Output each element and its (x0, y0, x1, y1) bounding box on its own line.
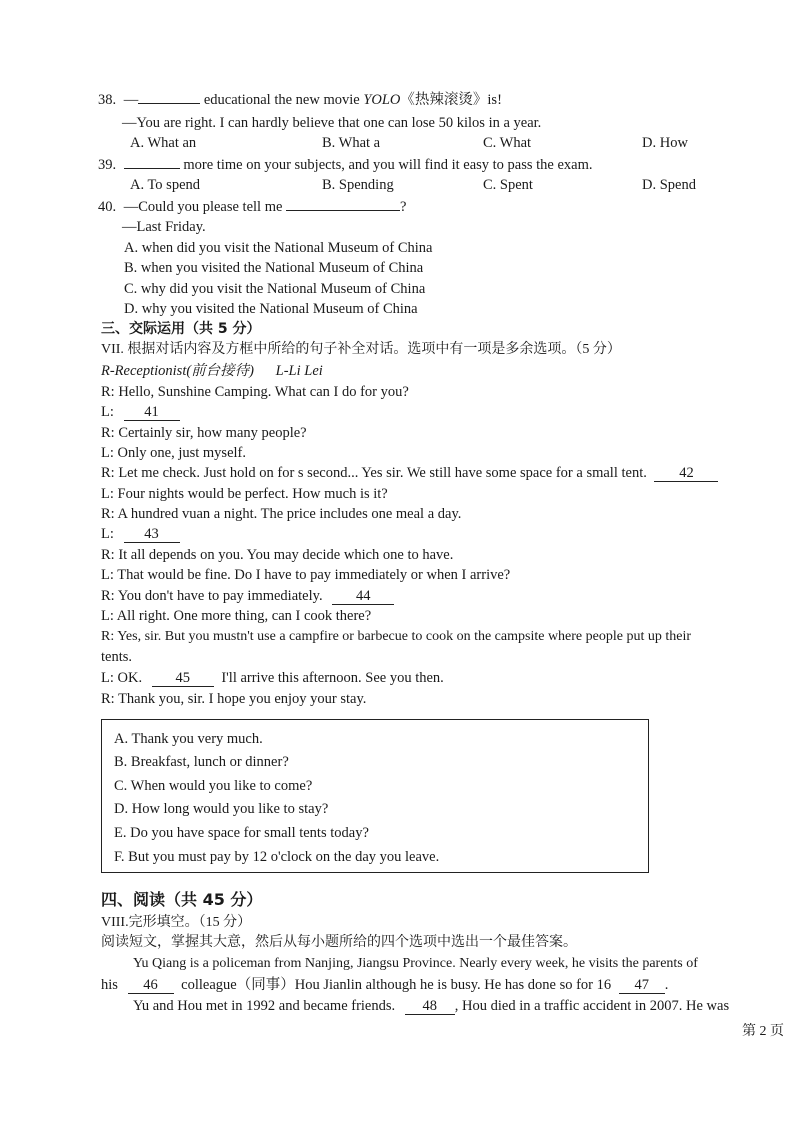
q39-line: 39. more time on your subjects, and you will find it easy to pass the exam. (98, 157, 593, 173)
answer-blank[interactable] (286, 210, 400, 211)
answer-blank[interactable] (124, 168, 180, 169)
page-number: 第 2 页 (742, 1024, 784, 1039)
answer-blank-46[interactable]: 46 (128, 977, 174, 994)
option-a[interactable]: A. What an (130, 135, 197, 151)
roles-line: R-Receptionist(前台接待) L-Li Lei (101, 363, 323, 379)
dialogue-line: R: It all depends on you. You may decide which one to have. (101, 547, 454, 563)
option-b[interactable]: B. Spending (322, 177, 394, 193)
dialogue-line: R: You don't have to pay immediately. 44 (101, 586, 394, 606)
option-a[interactable]: A. To spend (130, 177, 201, 193)
dialogue-line: L: OK. 45 I'll arrive this afternoon. See you then. (101, 670, 444, 686)
box-option-f[interactable]: F. But you must pay by 12 o'clock on the day you leave. (114, 849, 440, 865)
section-instruction: VII. 根据对话内容及方框中所给的句子补全对话。选项中有一项是多余选项。（5 分） (101, 342, 621, 357)
passage-line: his 46 colleague（同事）Hou Jianlin although he is busy. He has done so for 16 47 . (101, 977, 669, 993)
q38-reply: —You are right. I can hardly believe that one can lose 50 kilos in a year. (122, 115, 542, 131)
section-instruction: 阅读短文，掌握其大意，然后从每小题所给的四个选项中选出一个最佳答案。 (101, 935, 577, 950)
dialogue-line: R: Yes, sir. But you mustn't use a campfire or barbecue to cook on the campsite where people put up their (101, 629, 692, 644)
question-number: 40. (98, 199, 117, 215)
dialogue-line: L: Four nights would be perfect. How much is it? (101, 486, 388, 502)
option-d[interactable]: D. Spend (642, 177, 696, 193)
dialogue-line: L: 41 (101, 402, 180, 422)
dialogue-line: L: That would be fine. Do I have to pay immediately or when I arrive? (101, 567, 511, 583)
box-option-a[interactable]: A. Thank you very much. (114, 731, 263, 747)
options-box (101, 719, 649, 873)
option-b[interactable]: B. What a (322, 135, 381, 151)
answer-blank-47[interactable]: 47 (619, 977, 665, 994)
option-c[interactable]: C. why did you visit the National Museum of China (124, 281, 426, 297)
section-subtitle: VIII.完形填空。（15 分） (101, 915, 252, 930)
section-title: 三、交际运用（共 5 分） (101, 321, 261, 337)
answer-blank-44[interactable]: 44 (332, 588, 394, 605)
answer-blank-41[interactable]: 41 (124, 404, 180, 421)
passage-line: Yu and Hou met in 1992 and became friends. 48 , Hou died in a traffic accident in 2007. He was (133, 998, 730, 1014)
dialogue-line: tents. (101, 649, 133, 665)
dialogue-line: L: 43 (101, 524, 180, 544)
answer-blank-42[interactable]: 42 (654, 465, 718, 482)
box-option-e[interactable]: E. Do you have space for small tents today? (114, 825, 369, 841)
dialogue-line: R: Let me check. Just hold on for s second... Yes sir. We still have some space for a small tent. 42 (101, 463, 718, 483)
question-number: 39. (98, 157, 117, 173)
dialogue-line: L: All right. One more thing, can I cook there? (101, 608, 372, 624)
option-c[interactable]: C. What (483, 135, 532, 151)
passage-line: Yu Qiang is a policeman from Nanjing, Jiangsu Province. Nearly every week, he visits the parents of (133, 956, 698, 971)
dialogue-line: R: Certainly sir, how many people? (101, 425, 307, 441)
option-d[interactable]: D. How (642, 135, 688, 151)
box-option-b[interactable]: B. Breakfast, lunch or dinner? (114, 754, 289, 770)
q40-reply: —Last Friday. (122, 219, 206, 235)
q38-line: 38. — educational the new movie YOLO《热辣滚烫》is! (98, 92, 502, 108)
option-c[interactable]: C. Spent (483, 177, 533, 193)
answer-blank-48[interactable]: 48 (405, 998, 455, 1015)
q40-line: 40. —Could you please tell me ? (98, 199, 407, 215)
dialogue-line: L: Only one, just myself. (101, 445, 246, 461)
box-option-d[interactable]: D. How long would you like to stay? (114, 801, 329, 817)
question-number: 38. (98, 92, 117, 108)
option-d[interactable]: D. why you visited the National Museum of China (124, 301, 418, 317)
answer-blank-43[interactable]: 43 (124, 526, 180, 543)
dialogue-line: R: Thank you, sir. I hope you enjoy your stay. (101, 691, 367, 707)
box-option-c[interactable]: C. When would you like to come? (114, 778, 313, 794)
answer-blank-45[interactable]: 45 (152, 670, 214, 687)
option-a[interactable]: A. when did you visit the National Museum of China (124, 240, 433, 256)
section-title: 四、阅读（共 45 分） (101, 890, 263, 909)
answer-blank[interactable] (138, 103, 200, 104)
dialogue-line: R: Hello, Sunshine Camping. What can I do for you? (101, 384, 409, 400)
option-b[interactable]: B. when you visited the National Museum of China (124, 260, 424, 276)
dialogue-line: R: A hundred vuan a night. The price includes one meal a day. (101, 506, 462, 522)
